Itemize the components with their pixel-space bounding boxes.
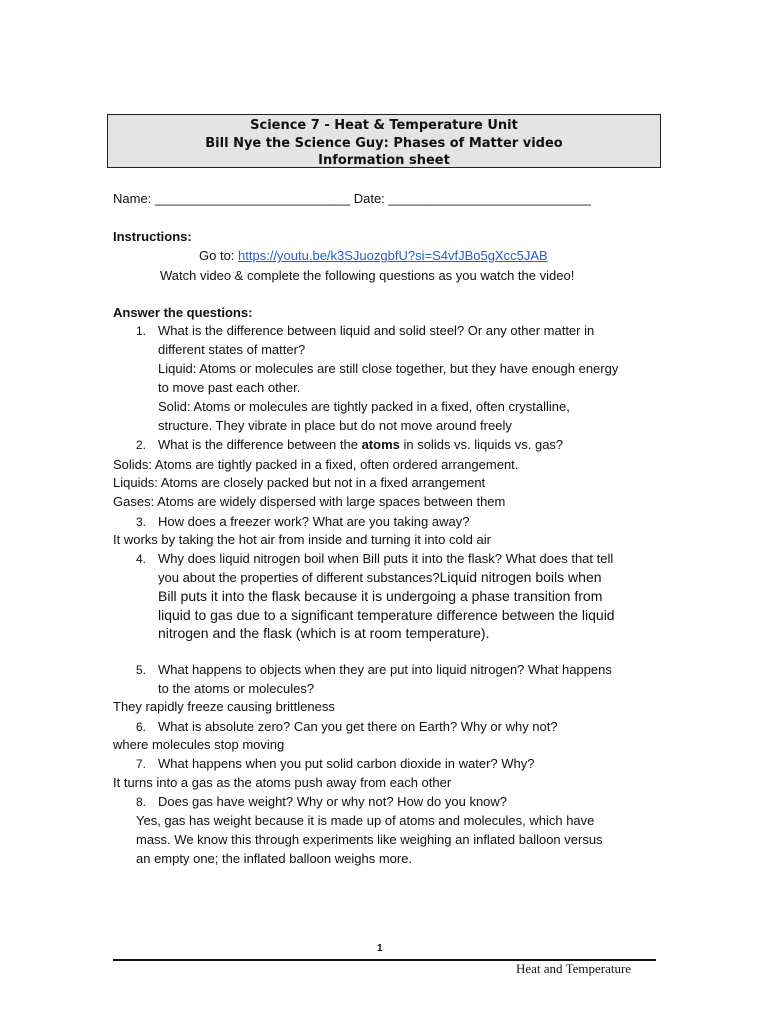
page-number: 1 (377, 943, 383, 954)
q4-answer-start: Liquid nitrogen boils when (439, 569, 602, 585)
q3-text: How does a freezer work? What are you taking away? (158, 514, 470, 529)
q4-text-2 (158, 568, 602, 587)
instructions-heading: Instructions: (113, 229, 192, 244)
q2-answer-2: Liquids: Atoms are closely packed but not in a fixed arrangement (113, 475, 486, 490)
q8-number: 8. (136, 795, 147, 809)
q1-answer-2: to move past each other. (158, 380, 301, 395)
q4-answer-1: Bill puts it into the flask because it is undergoing a phase transition from (158, 588, 603, 604)
q5-number: 5. (136, 663, 147, 677)
q1-text-2: different states of matter? (158, 342, 306, 357)
title-box (107, 114, 661, 168)
q5-text-2: to the atoms or molecules? (158, 681, 315, 696)
q2-text-pre: What is the difference between the (158, 437, 362, 452)
watch-instruction: Watch video & complete the following questions as you watch the video! (160, 268, 575, 283)
q2-text-bold: atoms (361, 437, 400, 452)
q1-answer-4: structure. They vibrate in place but do not move around freely (158, 418, 512, 433)
q2-answer-1: Solids: Atoms are tightly packed in a fixed, often ordered arrangement. (113, 457, 519, 472)
q8-answer-3: an empty one; the inflated balloon weighs more. (136, 851, 413, 866)
q1-number: 1. (136, 324, 147, 338)
q3-answer: It works by taking the hot air from inside and turning it into cold air (113, 532, 491, 547)
q2-answer-3: Gases: Atoms are widely dispersed with large spaces between them (113, 494, 506, 509)
title-line-3: Information sheet (318, 153, 450, 168)
q4-text-2a: you about the properties of different substances? (158, 570, 440, 585)
q7-text: What happens when you put solid carbon dioxide in water? Why? (158, 756, 535, 771)
q7-number: 7. (136, 757, 147, 771)
q4-answer-3: nitrogen and the flask (which is at room temperature). (158, 625, 490, 641)
q7-answer: It turns into a gas as the atoms push away from each other (113, 775, 452, 790)
q6-answer: where molecules stop moving (113, 737, 285, 752)
q1-text-1: What is the difference between liquid and solid steel? Or any other matter in (158, 323, 595, 338)
answer-heading: Answer the questions: (113, 305, 253, 320)
q6-number: 6. (136, 720, 147, 734)
q8-answer-1: Yes, gas has weight because it is made up of atoms and molecules, which have (136, 813, 595, 828)
q1-answer-3: Solid: Atoms or molecules are tightly packed in a fixed, often crystalline, (158, 399, 570, 414)
goto-label: Go to: (199, 248, 239, 263)
q3-number: 3. (136, 515, 147, 529)
footer-text: Heat and Temperature (516, 961, 632, 976)
q4-number: 4. (136, 552, 147, 566)
q2-text-post: in solids vs. liquids vs. gas? (399, 437, 564, 452)
name-date-line: Name: ___________________________ Date: ____________________________ (113, 191, 591, 206)
q5-text-1: What happens to objects when they are put into liquid nitrogen? What happens (158, 662, 612, 677)
title-line-2: Bill Nye the Science Guy: Phases of Matter video (205, 135, 563, 151)
q6-text: What is absolute zero? Can you get there on Earth? Why or why not? (158, 719, 558, 734)
q1-answer-1: Liquid: Atoms or molecules are still close together, but they have enough energy (158, 361, 619, 376)
goto-line (199, 247, 548, 265)
q2-text (158, 436, 563, 454)
q2-number: 2. (136, 438, 147, 452)
q5-answer: They rapidly freeze causing brittleness (113, 699, 335, 714)
q4-answer-2: liquid to gas due to a significant temperature difference between the liquid (158, 607, 615, 623)
title-line-1: Science 7 - Heat & Temperature Unit (250, 118, 518, 133)
video-link[interactable]: https://youtu.be/k3SJuozgbfU?si=S4vfJBo5gXcc5JAB (238, 248, 548, 263)
q8-text: Does gas have weight? Why or why not? How do you know? (158, 794, 508, 809)
q4-text-1: Why does liquid nitrogen boil when Bill puts it into the flask? What does that tell (158, 551, 614, 566)
q8-answer-2: mass. We know this through experiments like weighing an inflated balloon versus (136, 832, 603, 847)
